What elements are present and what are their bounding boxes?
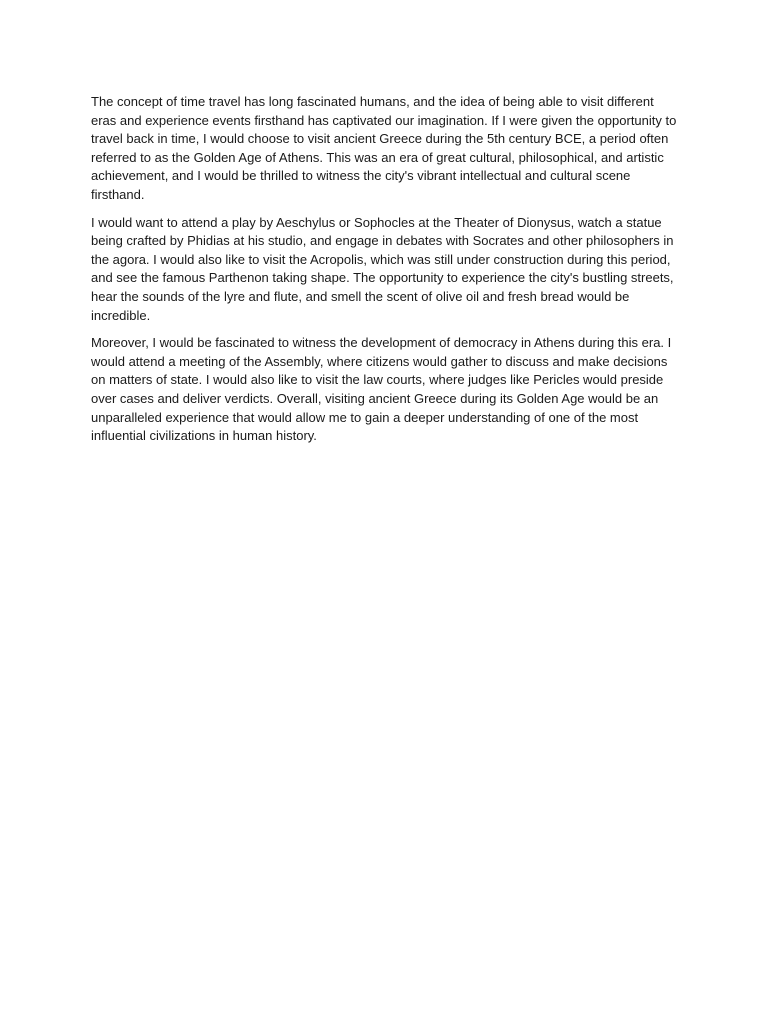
paragraph-1: The concept of time travel has long fascinated humans, and the idea of being able to visit different eras and experience events firsthand has captivated our imagination. If I were given the opportunity to travel back in time, I would choose to visit ancient Greece during the 5th century BCE, a period often referred to as the Golden Age of Athens. This was an era of great cultural, philosophical, and artistic achievement, and I would be thrilled to witness the city's vibrant intellectual and cultural scene firsthand. [91, 94, 677, 202]
paragraph-2: I would want to attend a play by Aeschylus or Sophocles at the Theater of Dionysus, watch a statue being crafted by Phidias at his studio, and engage in debates with Socrates and other philosophers in the agora. I would also like to visit the Acropolis, which was still under construction during this period, and see the famous Parthenon taking shape. The opportunity to experience the city's bustling streets, hear the sounds of the lyre and flute, and smell the scent of olive oil and fresh bread would be incredible. [91, 214, 674, 323]
document-body [91, 93, 681, 455]
paragraph-3: Moreover, I would be fascinated to witness the development of democracy in Athens during this era. I would attend a meeting of the Assembly, where citizens would gather to discuss and make decisions on matters of state. I would also like to visit the law courts, where judges like Pericles would preside over cases and deliver verdicts. Overall, visiting ancient Greece during its Golden Age would be an unparalleled experience that would allow me to gain a deeper understanding of one of the most influential civilizations in human history. [91, 335, 672, 444]
